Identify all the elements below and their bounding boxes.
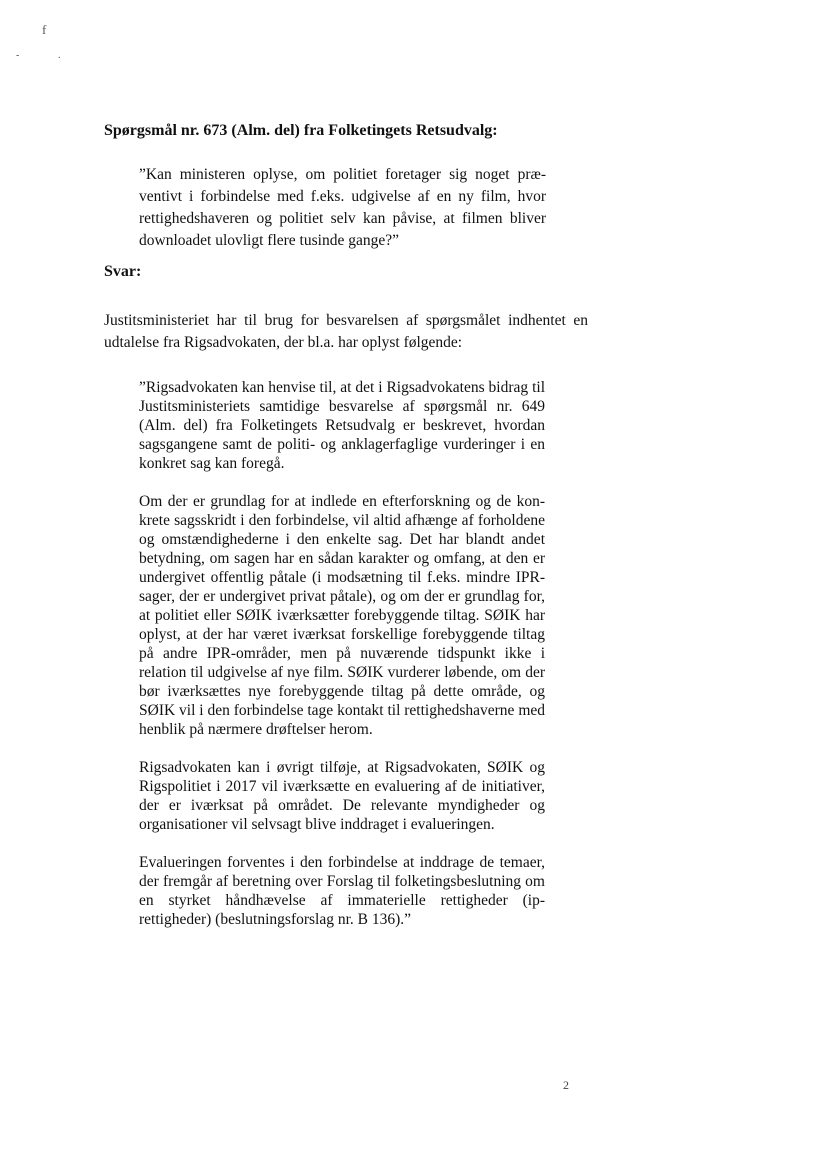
question-heading: Spørgsmål nr. 673 (Alm. del) fra Folketingets Retsudvalg: [104,122,498,139]
quote-paragraph: Rigsadvokaten kan i øvrigt tilføje, at Rigsadvokaten, SØIK og Rigspolitiet i 2017 vil iværksætte en evaluering af de initiativer, der er iværksat på området. De relevante myndigheder og organisationer vil selvsagt blive inddraget i evalueringen. [139,759,545,833]
quote-paragraph: Om der er grundlag for at indlede en efterforskning og de konkrete sagsskridt i den forbindelse, vil altid afhænge af forholdene og omstændighederne i den enkelte sag. Det har blandt andet betydning, om sagen har en sådan karakter og omfang, at den er undergivet offentlig påtale (i modsætning til f.eks. mindre IPR-sager, der er undergivet privat påtale), og om der er grundlag for, at politiet eller SØIK iværksætter forebyggende tiltag. SØIK har oplyst, at der har været iværksat forskellige forebyggende tiltag på andre IPR-områder, men på nuværende tidspunkt ikke i relation til udgivelse af nye film. SØIK vurderer løbende, om der bør iværksættes nye forebyggende tiltag på dette område, og SØIK vil i den forbindelse tage kontakt til rettighedshaverne med henblik på nærmere drøftelser herom. [139,493,545,738]
scan-artifact: . [58,50,61,61]
quote-paragraph: ”Rigsadvokaten kan henvise til, at det i Rigsadvokatens bidrag til Justitsministeriets samtidige besvarelse af spørgsmål nr. 649 (Alm. del) fra Folketingets Retsudvalg er beskrevet, hvordan sagsgangene samt de politi- og anklagerfaglige vurderinger i en konkret sag kan foregå. [139,379,545,472]
quoted-statement [139,378,545,948]
answer-heading: Svar: [104,263,142,280]
scan-artifact: - [16,50,20,61]
scan-artifact: f [42,22,47,37]
page-number: 2 [563,1078,569,1092]
answer-intro: Justitsministeriet har til brug for besvarelsen af spørgsmålet indhentet en udtalelse fra Rigsadvokaten, der bl.a. har oplyst følgende: [104,312,588,351]
question-text: ”Kan ministeren oplyse, om politiet foretager sig noget præventivt i forbindelse med f.eks. udgivelse af en ny film, hvor rettighedshaveren og politiet selv kan påvise, at filmen bliver downloadet ulovligt flere tusinde gange?” [139,166,546,249]
quote-paragraph: Evalueringen forventes i den forbindelse at inddrage de temaer, der fremgår af beretning over Forslag til folketingsbeslutning om en styrket håndhævelse af immaterielle rettigheder (ip-rettigheder) (beslutningsforslag nr. B 136).” [139,854,545,928]
